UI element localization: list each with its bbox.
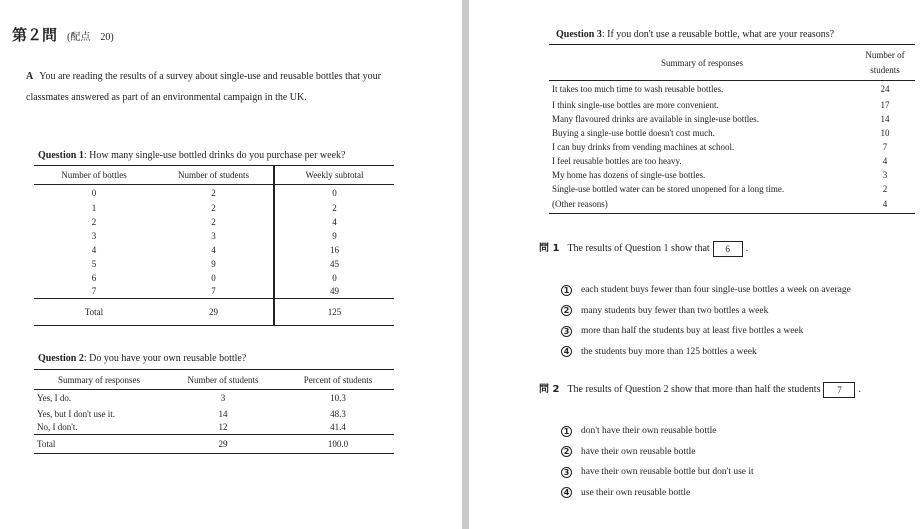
q1-row-cell: 2 xyxy=(332,202,337,213)
q1-table xyxy=(34,165,394,326)
mon1-options xyxy=(561,280,851,362)
q1-row-cell: 0 xyxy=(332,187,337,198)
q1-row-cell: 5 xyxy=(91,258,97,269)
q3-header-summary: Summary of responses xyxy=(661,57,743,68)
q1-row-cell: 6 xyxy=(91,272,97,283)
q1-total-row xyxy=(34,299,394,326)
q3-table xyxy=(549,44,915,214)
q3-text: : If you don't use a reusable bottle, what are your reasons? xyxy=(601,29,835,40)
q3-row-cell: I think single-use bottles are more convenient. xyxy=(552,99,719,110)
q1-row-cell: 7 xyxy=(91,286,97,297)
q1-body xyxy=(34,185,394,299)
q3-header-row xyxy=(549,45,915,81)
q1-text: : How many single-use bottled drinks do you purchase per week? xyxy=(83,150,346,161)
q1-row-cell: 3 xyxy=(154,229,274,243)
q1-total-students: 29 xyxy=(154,299,274,326)
q3-row-cell: My home has dozens of single-use bottles. xyxy=(552,170,706,181)
q1-row-cell: 4 xyxy=(154,243,274,257)
q3-row xyxy=(549,154,915,168)
q2-header-percent: Percent of students xyxy=(303,374,373,385)
q3-row-cell: 4 xyxy=(882,199,888,210)
q1-row xyxy=(34,215,394,229)
q1-row xyxy=(34,201,394,215)
q3-row-cell: I feel reusable bottles are too heavy. xyxy=(552,155,682,166)
mon2-options xyxy=(561,421,754,503)
mon2-end: . xyxy=(858,384,861,395)
q1-row-cell: 3 xyxy=(91,230,97,241)
q3-row-cell: (Other reasons) xyxy=(552,199,608,210)
q3-row-cell: Single-use bottled water can be stored unopened for a long time. xyxy=(552,184,785,195)
q1-row-cell: 2 xyxy=(91,216,97,227)
q1-total-subtotal: 125 xyxy=(327,307,342,317)
q1-total-label: Total xyxy=(84,307,104,317)
option-number-icon: 4 xyxy=(561,487,572,498)
option-text: have their own reusable bottle but don't use it xyxy=(581,467,754,478)
q1-row-cell: 4 xyxy=(332,216,337,227)
mon2-answer-box[interactable]: 7 xyxy=(823,382,855,398)
q3-row xyxy=(549,196,915,213)
q1-row-cell: 7 xyxy=(154,285,274,299)
option-number-icon: 4 xyxy=(561,346,572,357)
q2-table xyxy=(34,369,394,454)
q3-row-cell: 7 xyxy=(882,141,888,152)
q1-row-cell: 0 xyxy=(154,271,274,285)
q1-row-cell: 45 xyxy=(330,258,339,269)
q2-row xyxy=(34,421,394,435)
q2-row-cell: 48.3 xyxy=(330,408,346,419)
option-number-icon: 2 xyxy=(561,446,572,457)
q2-total-row xyxy=(34,435,394,454)
q1-row xyxy=(34,271,394,285)
q3-row-cell: 24 xyxy=(880,84,890,95)
mon1-stem xyxy=(539,239,748,257)
mon2-label: 問 2 xyxy=(539,384,560,395)
mon1-option-4[interactable] xyxy=(561,342,851,363)
mon1-answer-box[interactable]: 6 xyxy=(713,241,743,257)
q1-row-cell: 4 xyxy=(91,244,97,255)
mon2-option-4[interactable] xyxy=(561,483,754,504)
section-heading xyxy=(12,24,114,45)
q2-total-percent: 100.0 xyxy=(327,439,349,449)
q3-row-cell: 14 xyxy=(880,113,890,124)
q1-row-cell: 0 xyxy=(332,272,337,283)
q1-row xyxy=(34,243,394,257)
q3-row-cell: 3 xyxy=(882,170,888,181)
option-number-icon: 1 xyxy=(561,285,572,296)
q1-row-cell: 2 xyxy=(154,215,274,229)
q1-header-bottles: Number of bottles xyxy=(61,170,127,180)
page-gutter xyxy=(462,0,469,529)
option-number-icon: 3 xyxy=(561,326,572,337)
q3-row xyxy=(549,182,915,196)
q3-header-students: Number of students xyxy=(865,49,905,75)
q1-row-cell: 49 xyxy=(330,286,339,297)
mon2-option-2[interactable] xyxy=(561,442,754,463)
q1-header-subtotal: Weekly subtotal xyxy=(305,170,364,180)
option-text: more than half the students buy at least five bottles a week xyxy=(581,326,804,337)
q2-row-cell: 14 xyxy=(218,408,228,419)
heading-text: 第２問 xyxy=(12,26,58,44)
intro-text: You are reading the results of a survey about single-use and reusable bottles that your classmates answered as part of an environmental campaign in the UK. xyxy=(26,71,381,103)
q2-row-cell: Yes, but I don't use it. xyxy=(37,408,115,419)
q2-row-cell: Yes, I do. xyxy=(37,393,72,404)
q2-row-cell: 41.4 xyxy=(330,422,346,433)
option-number-icon: 1 xyxy=(561,426,572,437)
q3-row-cell: Buying a single-use bottle doesn't cost much. xyxy=(552,127,715,138)
q2-row-cell: No, I don't. xyxy=(37,422,78,433)
mon2-text: The results of Question 2 show that more than half the students xyxy=(567,384,821,395)
mon2-option-1[interactable] xyxy=(561,421,754,442)
option-text: the students buy more than 125 bottles a week xyxy=(581,346,757,357)
q2-row xyxy=(34,407,394,421)
q1-label: Question 1 xyxy=(38,150,84,161)
q3-row-cell: 17 xyxy=(880,99,890,110)
option-number-icon: 3 xyxy=(561,467,572,478)
q3-row-cell: 4 xyxy=(882,155,888,166)
mon2-stem xyxy=(539,380,861,398)
q2-header-row xyxy=(34,370,394,390)
q1-row xyxy=(34,229,394,243)
q3-row-cell: I can buy drinks from vending machines at school. xyxy=(552,141,735,152)
q2-label: Question 2 xyxy=(38,353,84,364)
option-text: each student buys fewer than four single-use bottles a week on average xyxy=(581,285,851,296)
q3-row-cell: Many flavoured drinks are available in single-use bottles. xyxy=(552,113,759,124)
intro-paragraph xyxy=(26,67,406,108)
q1-row-cell: 0 xyxy=(91,187,97,198)
mon1-text: The results of Question 1 show that xyxy=(567,243,710,254)
q1-row-cell: 2 xyxy=(154,201,274,215)
q2-header-summary: Summary of responses xyxy=(58,374,140,385)
mon1-option-1[interactable] xyxy=(561,280,851,301)
q1-row-cell: 9 xyxy=(332,230,337,241)
q3-row xyxy=(549,126,915,140)
intro-label: A xyxy=(26,71,34,82)
option-text: don't have their own reusable bottle xyxy=(581,426,717,437)
q2-row-cell: 12 xyxy=(218,422,228,433)
mon1-label: 問 1 xyxy=(539,243,560,254)
right-page xyxy=(469,0,922,529)
q1-row-cell: 1 xyxy=(91,202,97,213)
q2-row xyxy=(34,390,394,407)
q3-row-cell: 2 xyxy=(882,184,888,195)
q2-total-label: Total xyxy=(37,439,56,449)
option-number-icon: 2 xyxy=(561,305,572,316)
q3-row xyxy=(549,112,915,126)
q2-row-cell: 10.3 xyxy=(330,393,346,404)
mon1-option-2[interactable] xyxy=(561,301,851,322)
q2-title xyxy=(38,353,246,364)
q3-row xyxy=(549,98,915,112)
mon2-option-3[interactable] xyxy=(561,462,754,483)
q2-total-students: 29 xyxy=(218,439,228,449)
q3-title xyxy=(556,29,834,40)
q3-row-cell: It takes too much time to wash reusable bottles. xyxy=(552,84,724,95)
q1-row-cell: 16 xyxy=(330,244,339,255)
q1-header-row xyxy=(34,166,394,185)
q3-body xyxy=(549,81,915,214)
q1-row-cell: 2 xyxy=(154,185,274,201)
q3-row-cell: 10 xyxy=(880,127,890,138)
q1-row-cell: 9 xyxy=(154,257,274,271)
q2-header-students: Number of students xyxy=(187,374,259,385)
mon1-option-3[interactable] xyxy=(561,321,851,342)
q3-row xyxy=(549,168,915,182)
q2-row-cell: 3 xyxy=(220,393,226,404)
q2-body xyxy=(34,390,394,435)
q1-row xyxy=(34,185,394,201)
q2-text: : Do you have your own reusable bottle? xyxy=(83,353,247,364)
mon1-end: . xyxy=(745,243,749,254)
option-text: use their own reusable bottle xyxy=(581,487,691,498)
q3-row xyxy=(549,81,915,98)
q3-row xyxy=(549,140,915,154)
q1-header-students: Number of students xyxy=(154,166,274,185)
q3-label: Question 3 xyxy=(556,29,602,40)
option-text: many students buy fewer than two bottles a week xyxy=(581,305,769,316)
q1-row xyxy=(34,257,394,271)
q1-title xyxy=(38,150,345,161)
option-text: have their own reusable bottle xyxy=(581,446,696,457)
points-label: (配点 20) xyxy=(67,32,114,43)
q1-row xyxy=(34,285,394,299)
